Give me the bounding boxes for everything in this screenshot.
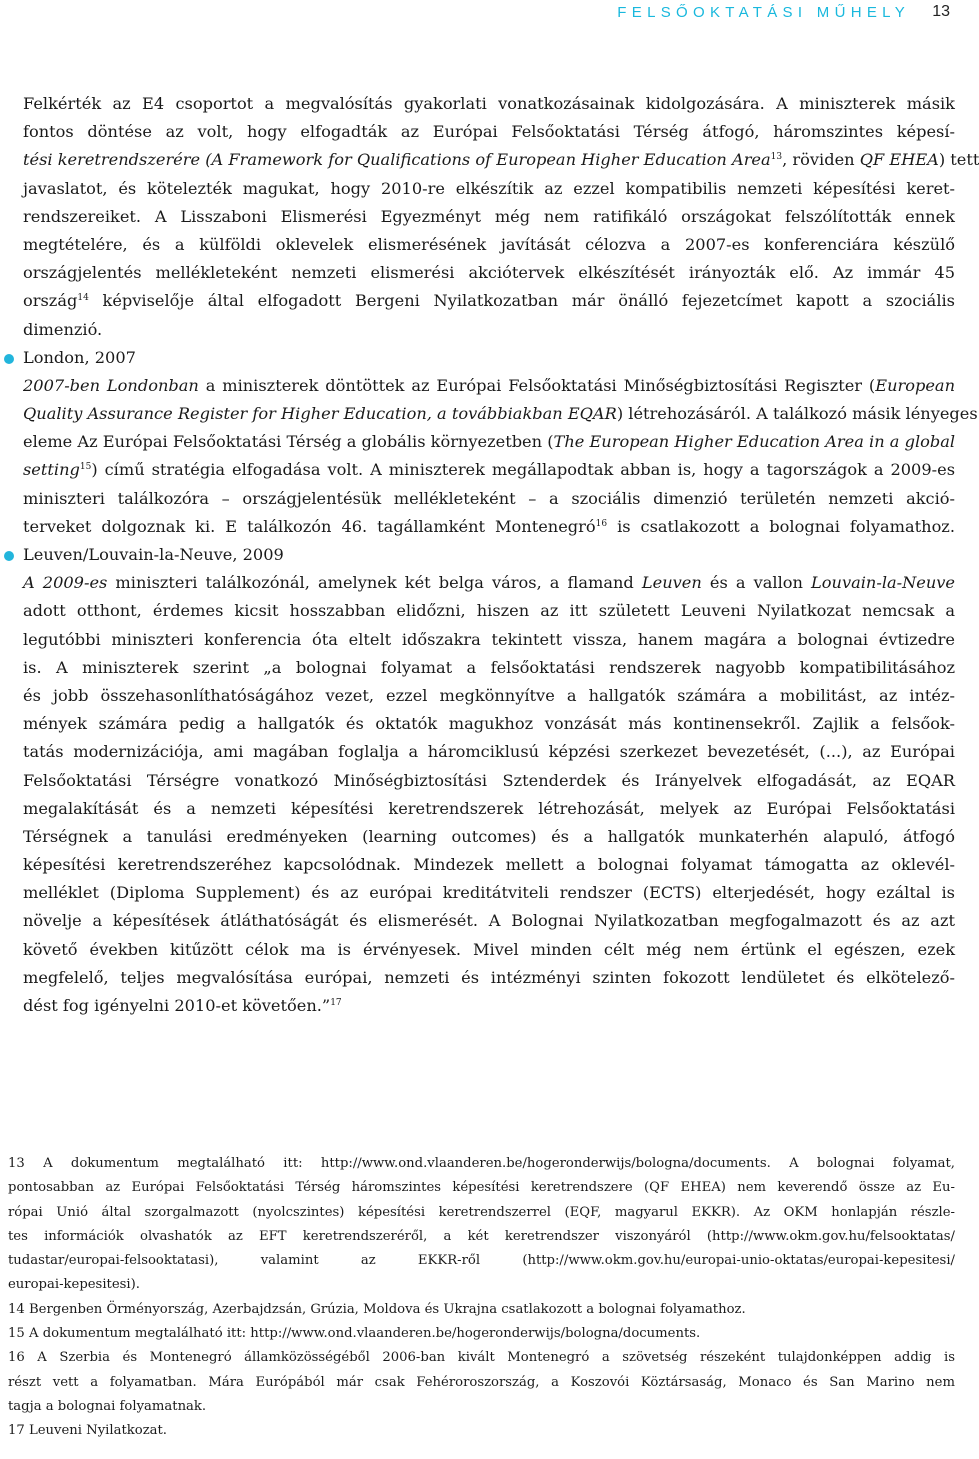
footnote-line: 16 A Szerbia és Montenegró államközösségéből 2006-ban kivált Montenegró a szövetség részeként tulajdonképpen addig is [8, 1350, 955, 1366]
text-segment: , röviden [782, 150, 860, 170]
heading-text: London, 2007 [23, 347, 136, 367]
footnote-ref-15: 15 [79, 462, 92, 473]
footnote-ref-14: 14 [77, 293, 89, 304]
text-line: megfelelő, teljes megvalósítása európai, nemzeti és intézményi szinten fokozott lendületet és elkötelező- [23, 967, 955, 987]
text-line: mények számára pedig a hallgatók és oktatók magukhoz vonzását más kontinensekről. Zajlik a felsőok- [23, 714, 955, 734]
footnote-line: tes információk olvashatók az EFT keretrendszeréről, a két keretrendszer viszonyáról (http://www.okm.gov.hu/felsooktatas/ [8, 1228, 955, 1244]
text-line: miniszteri találkozóra – országjelentésük mellékleteként – a szociális dimenzió területén nemzeti akció- [23, 488, 955, 508]
blue-dot-icon [4, 354, 14, 364]
text-segment: A 2009-es [23, 573, 108, 593]
text-line: növelje a képesítések átláthatóságát és elismerését. A Bolognai Nyilatkozatban megfogalmazott és az azt [23, 911, 955, 931]
footnote-ref-17: 17 [330, 998, 342, 1008]
text-line: fontos döntése az volt, hogy elfogadták az Európai Felsőoktatási Térség átfogó, háromszintes képesí- [23, 122, 955, 142]
text-segment: a miniszterek döntöttek az Európai Felsőoktatási Minőségbiztosítási Regiszter ( [198, 375, 876, 395]
text-segment: és a vallon [701, 573, 812, 593]
text-segment: QF EHEA [859, 150, 939, 170]
text-segment: The European Higher Education Area in a global [553, 432, 956, 452]
footnote-line: részt vett a folyamatban. Mára Európából már csak Fehéroroszország, a Koszovói Köztársaság, Monaco és San Marino nem [8, 1374, 955, 1390]
text-line: melléklet (Diploma Supplement) és az európai kreditátviteli rendszer (ECTS) elterjedését, hogy ezáltal is [23, 883, 955, 903]
text-line [23, 428, 955, 456]
text-line [23, 146, 979, 174]
text-segment: setting [23, 460, 80, 480]
text-line: és jobb összehasonlíthatóságához vezet, ezzel megkönnyítve a hallgatók számára a mobilitást, az intéz- [23, 685, 955, 705]
text-line: képesítési keretrendszeréhez kapcsolódnak. Mindezek mellett a bolognai folyamat támogatta az oklevél- [23, 855, 955, 875]
footnote-line: 15 A dokumentum megtalálható itt: http://www.ond.vlaanderen.be/hogeronderwijs/bologna/documents. [8, 1326, 701, 1342]
text-segment: is csatlakozott a bolognai folyamathoz. [607, 516, 955, 536]
page-header [0, 4, 960, 24]
text-line [23, 400, 978, 428]
text-line: megtételére, és a külföldi oklevelek elismerésének javítását célozva a 2007-es konferenciára készülő [23, 234, 955, 254]
text-line: követő években kitűzött célok ma is érvényesek. Mivel minden célt még nem értünk el egészen, ezek [23, 939, 955, 959]
text-segment: Louvain-la-Neuve [811, 573, 956, 593]
text-line [23, 287, 955, 315]
text-segment: Quality Assurance Register for Higher Education, a továbbiakban EQAR [23, 404, 617, 424]
text-line [23, 569, 955, 597]
page-number: 13 [932, 3, 950, 20]
text-segment: miniszteri találkozónál, amelynek két belga város, a flamand [107, 573, 642, 593]
text-line [23, 456, 955, 484]
text-segment: eleme Az Európai Felsőoktatási Térség a globális környezetben ( [23, 432, 554, 452]
text-segment: terveket dolgoznak ki. E találkozón 46. tagállamként Montenegró [23, 516, 596, 536]
text-line: legutóbbi miniszteri konferencia óta eltelt időszakra tekintett vissza, hanem magára a bolognai évtizedre [23, 629, 955, 649]
text-segment: tési keretrendszerére (A Framework for Qualifications of European Higher Education Area [23, 150, 771, 170]
text-line: tatás modernizációja, ami magában foglalja a háromciklusú képzési szerkezet bevezetését, (...), az Európai [23, 742, 955, 762]
footnote-line: rópai Unió által szorgalmazott (nyolcszintes) képesítési keretrendszerrel (EQF, magyarul EKKR). Az OKM honlapján részle- [8, 1204, 955, 1220]
footnote-line: 14 Bergenben Örményország, Azerbajdzsán, Grúzia, Moldova és Ukrajna csatlakozott a bolognai folyamathoz. [8, 1301, 746, 1317]
heading-text: Leuven/Louvain-la-Neuve, 2009 [23, 545, 284, 564]
text-segment: ország [23, 291, 78, 311]
footnote-line: 17 Leuveni Nyilatkozat. [8, 1423, 168, 1439]
text-segment: dést fog igényelni 2010-et követően.” [23, 996, 331, 1015]
section-heading-leuven [23, 541, 955, 569]
footnote-ref-13: 13 [770, 152, 783, 163]
text-line: is. A miniszterek szerint „a bolognai folyamat a felsőoktatási rendszerek nagyobb kompatibilitásához [23, 657, 955, 677]
footnote-line: europai-kepesitesi). [8, 1277, 140, 1293]
main-text [23, 90, 979, 1020]
text-line: megalakítását és a nemzeti képesítési keretrendszerek létrehozását, melyek az Európai Felsőoktatási [23, 798, 955, 818]
text-segment: ) létrehozásáról. A találkozó másik lényeges [616, 404, 978, 424]
text-line: javaslatot, és kötelezték magukat, hogy 2010-re elkészítik az ezzel kompatibilis nemzeti képesítési keret- [23, 178, 955, 198]
footnote-line: tagja a bolognai folyamatnak. [8, 1398, 207, 1414]
text-line: Felkérték az E4 csoportot a megvalósítás gyakorlati vonatkozásainak kidolgozására. A miniszterek másik [23, 94, 955, 113]
journal-title: FELSŐOKTATÁSI MŰHELY [617, 4, 910, 21]
text-line [23, 513, 955, 541]
footnote-line: pontosabban az Európai Felsőoktatási Térség háromszintes képesítési keretrendszere (QF EHEA) nem keverendő össze az Eu- [8, 1180, 955, 1196]
text-segment: ) című stratégia elfogadása volt. A miniszterek megállapodtak abban is, hogy a tagországok a 2009-es [91, 460, 955, 480]
footnotes [8, 1152, 955, 1444]
text-segment: Leuven [641, 573, 702, 593]
text-line [23, 372, 955, 400]
text-line: rendszereiket. A Lisszaboni Elismerési Egyezményt még nem ratifikáló országokat felszólították ennek [23, 206, 955, 226]
footnote-line: 13 A dokumentum megtalálható itt: http://www.ond.vlaanderen.be/hogeronderwijs/bologna/documents. A bolognai folyamat, [8, 1156, 955, 1171]
text-line: országjelentés mellékleteként nemzeti elismerési akciótervek elkészítését irányozták elő. Az immár 45 [23, 263, 955, 283]
footnote-ref-16: 16 [595, 518, 608, 529]
text-line [23, 992, 955, 1020]
text-line: Felsőoktatási Térségre vonatkozó Minőségbiztosítási Sztenderdek és Irányelvek elfogadását, az EQAR [23, 770, 955, 790]
footnote-line: tudastar/europai-felsooktatasi), valamint az EKKR-ről (http://www.okm.gov.hu/europai-unio-oktatas/europai-kepesitesi/ [8, 1253, 955, 1269]
text-segment: ) tett [938, 150, 979, 170]
section-heading-london [23, 344, 955, 372]
text-line: dimenzió. [23, 319, 103, 339]
text-line: adott otthont, érdemes kicsit hosszabban elidőzni, hiszen az itt született Leuveni Nyilatkozat nemcsak a [23, 601, 955, 621]
text-segment: képviselője által elfogadott Bergeni Nyilatkozatban már önálló fejezetcímet kapott a szociális [88, 291, 955, 311]
text-segment: 2007-ben Londonban [23, 375, 199, 395]
text-segment: European [875, 375, 955, 395]
text-line: Térségnek a tanulási eredményeken (learning outcomes) és a hallgatók munkaterhén alapuló, átfogó [23, 826, 955, 846]
blue-dot-icon [4, 551, 14, 561]
